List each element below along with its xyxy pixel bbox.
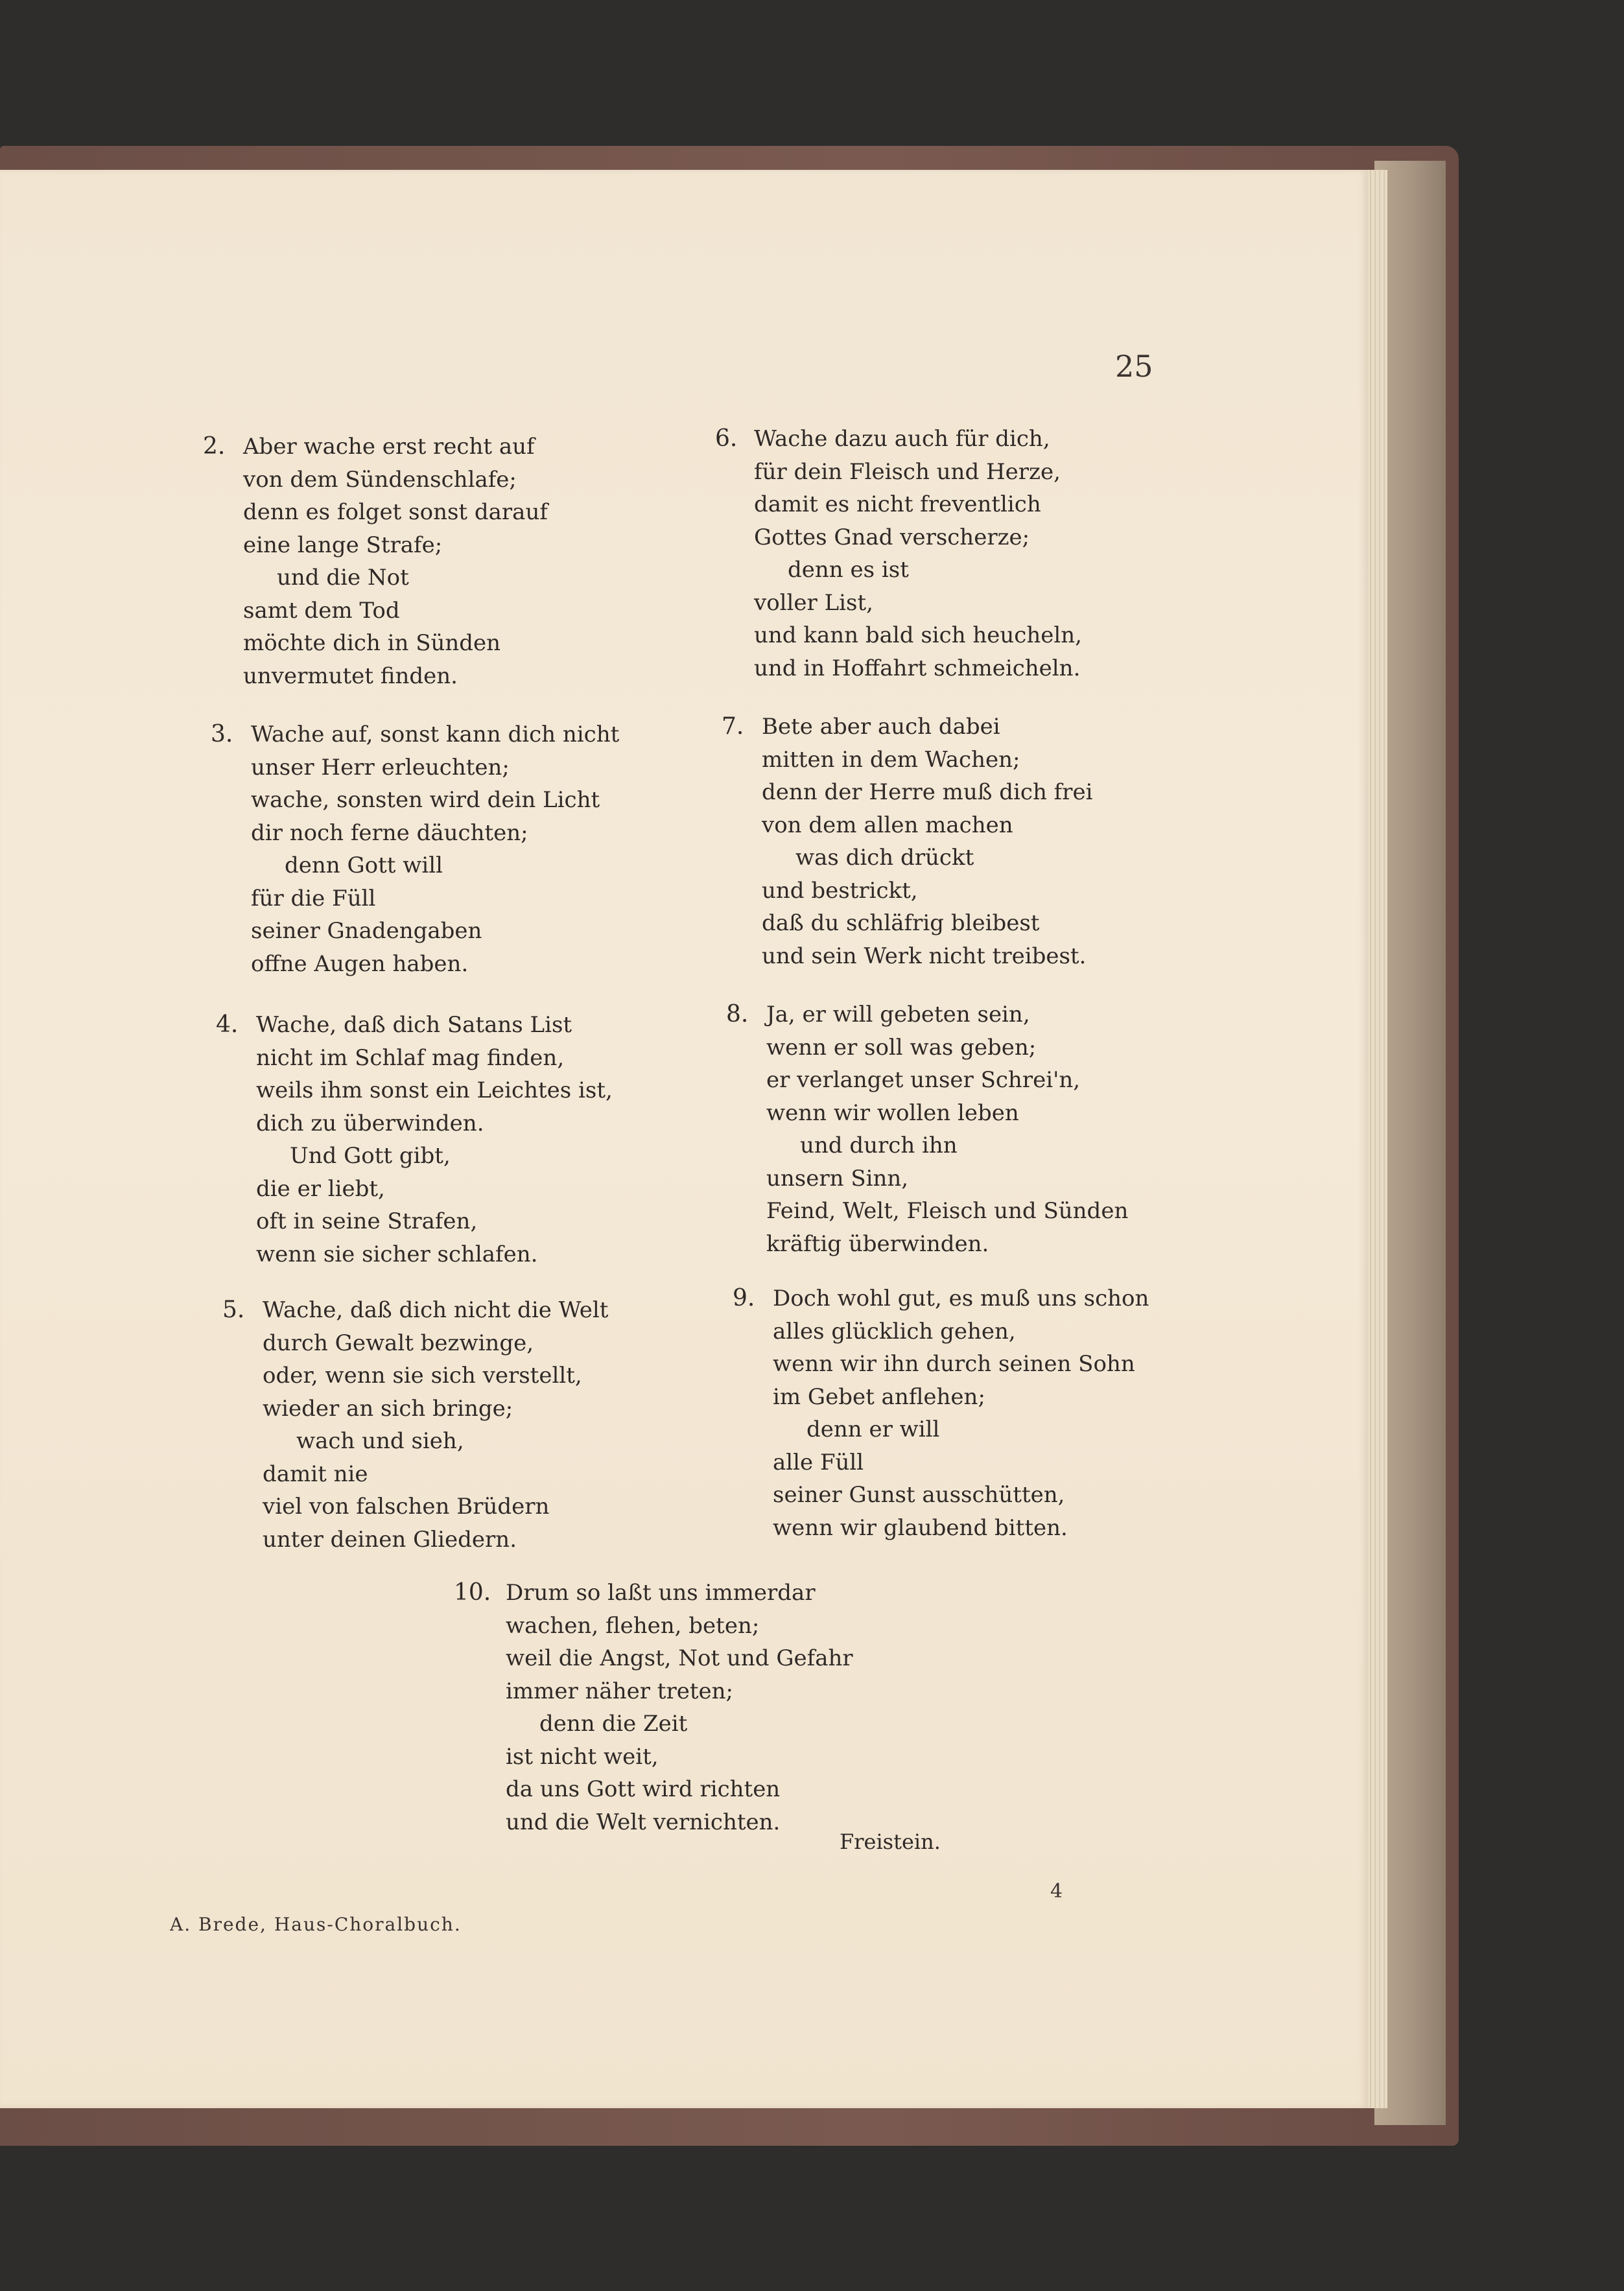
stanza-line: und sein Werk nicht treibest. (762, 943, 1087, 969)
stanza-line: wach und sieh, (296, 1428, 464, 1454)
stanza-line: eine lange Strafe; (243, 532, 443, 558)
stanza-number: 4. (216, 1011, 239, 1038)
stanza-line: er verlanget unser Schrei'n, (766, 1067, 1081, 1093)
stanza-line: für die Füll (251, 885, 376, 911)
stanza-line: denn er will (806, 1416, 940, 1442)
stanza-line: oder, wenn sie sich verstellt, (263, 1363, 582, 1389)
stanza-line: denn es ist (788, 557, 909, 583)
stanza-line: immer näher treten; (506, 1678, 733, 1704)
stanza-line: und kann bald sich heucheln, (754, 622, 1082, 648)
stanza-line: Wache, daß dich nicht die Welt (263, 1297, 609, 1323)
stanza-line: und in Hoffahrt schmeicheln. (754, 655, 1081, 681)
stanza-line: wenn sie sicher schlafen. (256, 1241, 538, 1267)
page-number: 25 (1115, 349, 1153, 384)
stanza-line: wache, sonsten wird dein Licht (251, 787, 600, 813)
stanza-number: 10. (454, 1579, 491, 1606)
stanza-line: Wache, daß dich Satans List (256, 1012, 572, 1038)
stanza-line: viel von falschen Brüdern (263, 1494, 550, 1520)
stanza-line: wenn wir wollen leben (766, 1099, 1019, 1126)
stanza-line: wenn er soll was geben; (766, 1034, 1037, 1061)
stanza-line: samt dem Tod (243, 597, 400, 624)
stanza-line: kräftig überwinden. (766, 1230, 989, 1257)
stanza-line: weil die Angst, Not und Gefahr (506, 1645, 853, 1671)
stanza-line: seiner Gunst ausschütten, (773, 1482, 1065, 1508)
stanza-line: Aber wache erst recht auf (243, 434, 535, 460)
stanza-line: Und Gott gibt, (290, 1143, 451, 1169)
stanza-number: 3. (211, 721, 233, 747)
stanza-line: ist nicht weit, (506, 1743, 659, 1770)
stanza-line: Ja, er will gebeten sein, (766, 1002, 1030, 1028)
stanza-line: Bete aber auch dabei (762, 714, 1000, 740)
stanza-line: und durch ihn (800, 1133, 958, 1158)
stanza-line: denn der Herre muß dich frei (762, 779, 1093, 805)
stanza-line: Feind, Welt, Fleisch und Sünden (766, 1198, 1129, 1224)
stanza-line: von dem allen machen (762, 812, 1013, 838)
stanza-line: was dich drückt (795, 845, 974, 871)
stanza-line: unter deinen Gliedern. (263, 1526, 517, 1553)
stanza-line: damit nie (263, 1461, 368, 1487)
stanza-line: wachen, flehen, beten; (506, 1612, 760, 1639)
stanza-line: Doch wohl gut, es muß uns schon (773, 1286, 1149, 1311)
stanza-line: alle Füll (773, 1449, 864, 1475)
stanza-line: damit es nicht freventlich (754, 491, 1041, 517)
stanza-line: da uns Gott wird richten (506, 1776, 781, 1802)
stanza-line: dir noch ferne däuchten; (251, 819, 528, 846)
stanza-line: unsern Sinn, (766, 1165, 909, 1192)
stanza-line: weils ihm sonst ein Leichtes ist, (256, 1077, 613, 1103)
stanza-number: 2. (203, 433, 226, 460)
stanza-line: nicht im Schlaf mag finden, (256, 1044, 565, 1071)
stanza-line: von dem Sündenschlafe; (243, 466, 517, 493)
stanza-line: die er liebt, (256, 1175, 385, 1202)
stanza-line: denn die Zeit (539, 1711, 688, 1737)
stanza-line: möchte dich in Sünden (243, 630, 501, 656)
stanza-number: 6. (715, 425, 738, 452)
stanza-line: denn Gott will (285, 852, 443, 878)
stanza-line: wenn wir ihn durch seinen Sohn (773, 1351, 1135, 1377)
stanza-line: oft in seine Strafen, (256, 1208, 478, 1234)
stanza-line: denn es folget sonst darauf (243, 499, 548, 525)
stanza-line: Wache dazu auch für dich, (754, 426, 1050, 452)
stanza-line: seiner Gnadengaben (251, 918, 482, 944)
stanza-line: mitten in dem Wachen; (762, 746, 1020, 773)
stanza-line: und die Welt vernichten. (506, 1809, 781, 1835)
stanza-line: Gottes Gnad verscherze; (754, 524, 1030, 550)
stanza-line: daß du schläfrig bleibest (762, 910, 1040, 936)
footer-book-title: A. Brede, Haus-Choralbuch. (170, 1914, 462, 1935)
hymn-author: Freistein. (840, 1829, 941, 1854)
stanza-line: offne Augen haben. (251, 950, 469, 977)
stanza-line: wenn wir glaubend bitten. (773, 1514, 1068, 1541)
stanza-line: voller List, (754, 589, 873, 616)
stanza-number: 9. (733, 1285, 755, 1311)
stanza-number: 7. (722, 713, 744, 740)
stanza-line: unser Herr erleuchten; (251, 754, 510, 781)
stanza-number: 5. (222, 1297, 245, 1323)
stanza-line: Wache auf, sonst kann dich nicht (251, 722, 620, 747)
stanza-line: und bestrickt, (762, 877, 918, 904)
stanza-line: dich zu überwinden. (256, 1110, 484, 1136)
stanza-line: durch Gewalt bezwinge, (263, 1330, 534, 1356)
stanza-line: für dein Fleisch und Herze, (754, 458, 1061, 485)
stanza-line: unvermutet finden. (243, 663, 458, 689)
stanza-line: wieder an sich bringe; (263, 1395, 513, 1422)
stanza-line: im Gebet anflehen; (773, 1383, 985, 1410)
stanza-line: alles glücklich gehen, (773, 1318, 1016, 1345)
stanza-number: 8. (726, 1001, 749, 1028)
stanza-line: und die Not (277, 565, 409, 591)
footer-signature-mark: 4 (1050, 1880, 1063, 1903)
stanza-line: Drum so laßt uns immerdar (506, 1580, 816, 1606)
